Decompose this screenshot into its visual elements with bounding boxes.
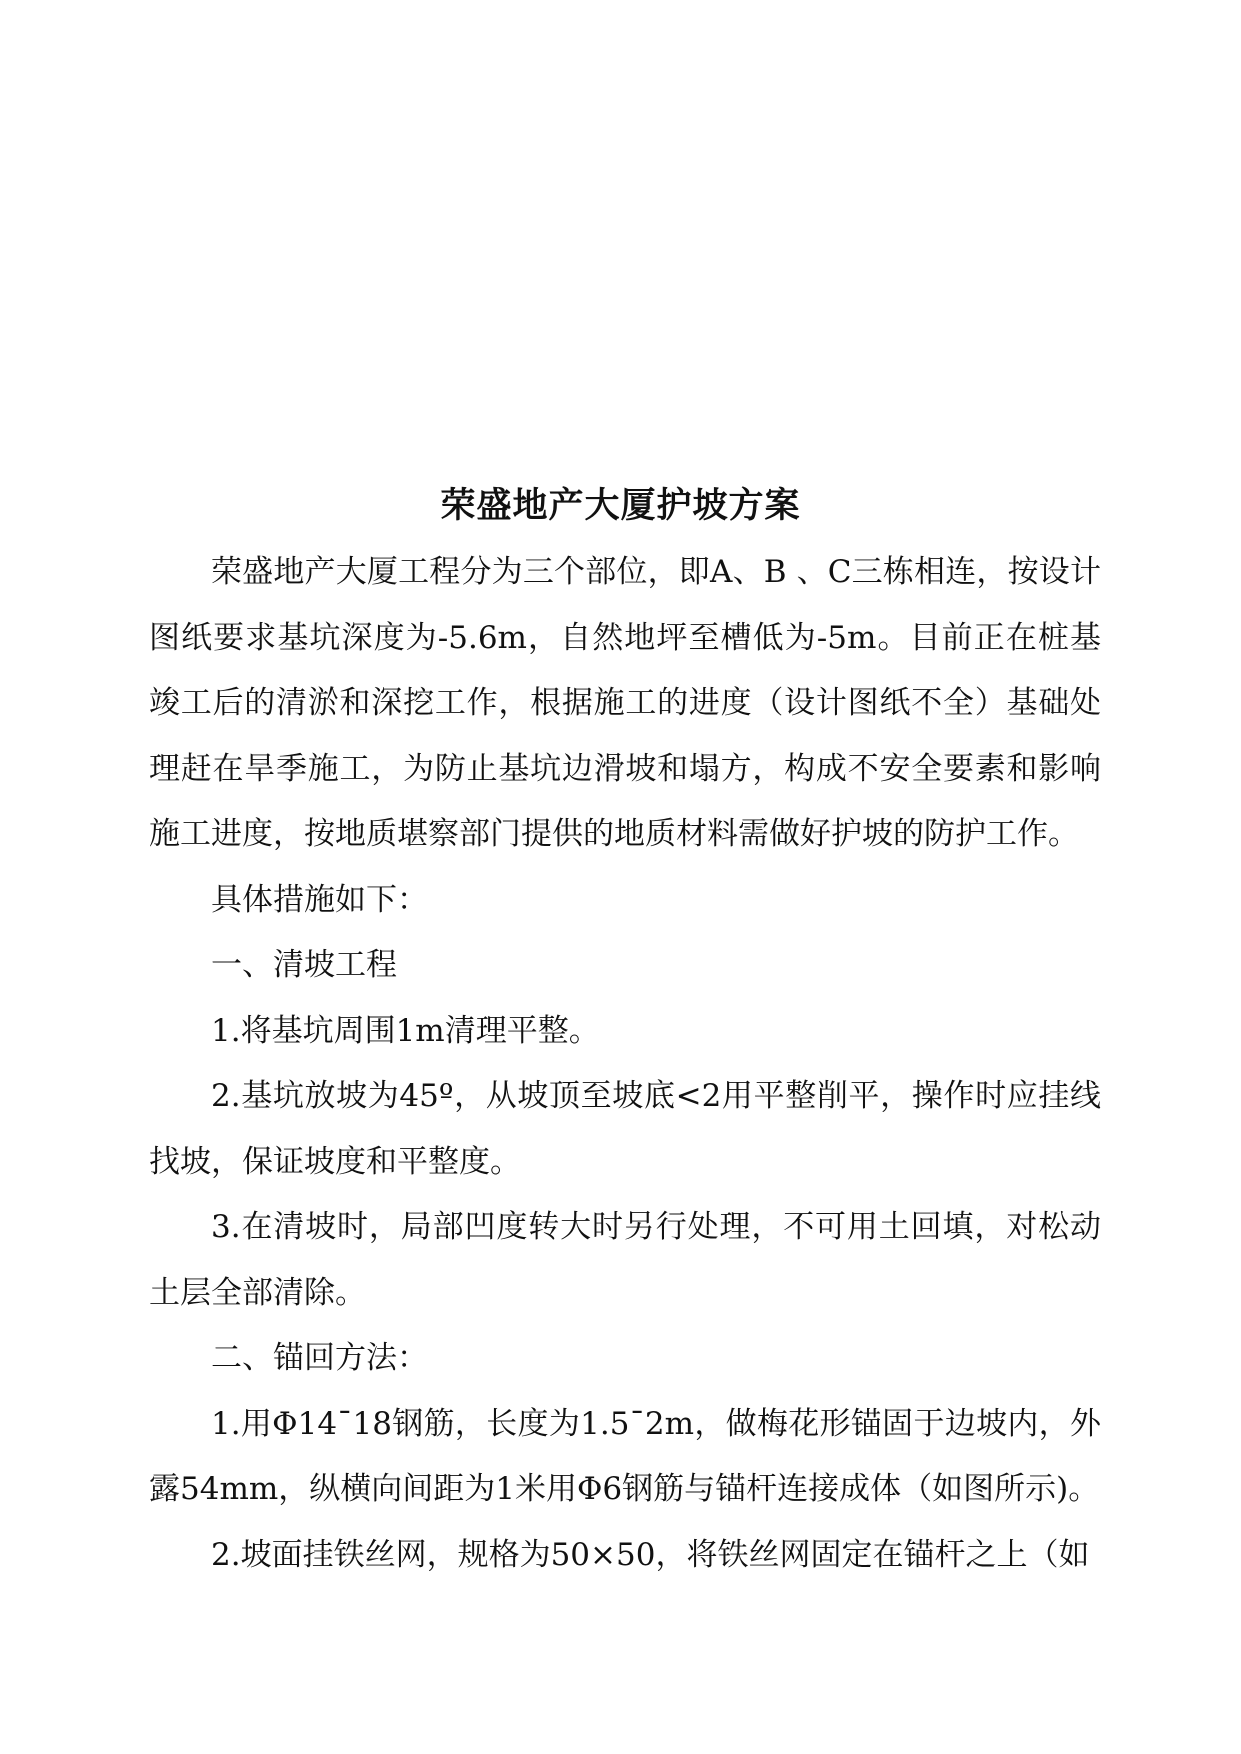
paragraph-intro: 荣盛地产大厦工程分为三个部位，即A、B 、C三栋相连，按设计图纸要求基坑深度为-5.6m，自然地坪至槽低为-5m。目前正在桩基竣工后的清淤和深挖工作，根据施工的进度（设计图纸不全）基础处理赶在旱季施工，为防止基坑边滑坡和塌方，构成不安全要素和影响施工进度，按地质堪察部门提供的地质材料需做好护坡的防护工作。: [149, 554, 1101, 852]
list-item: 2.基坑放坡为45º，从坡顶至坡底<2用平整削平，操作时应挂线找坡，保证坡度和平整度。: [149, 1078, 1101, 1180]
document-title: 荣盛地产大厦护坡方案: [440, 486, 801, 526]
list-item: 1.用Φ14¯18钢筋，长度为1.5¯2m，做梅花形锚固于边坡内，外露54mm，纵横向间距为1米用Φ6钢筋与锚杆连接成体（如图所示)。: [149, 1405, 1101, 1507]
paragraph-measures-heading: 具体措施如下：: [211, 881, 428, 918]
section-heading-slope-clearing: 一、清坡工程: [211, 947, 397, 983]
list-item: 2.坡面挂铁丝网，规格为50×50，将铁丝网固定在锚杆之上（如: [211, 1536, 1090, 1573]
section-heading-anchoring-method: 二、锚回方法：: [211, 1340, 428, 1376]
document-body: [149, 540, 1101, 1588]
list-item: 3.在清坡时，局部凹度转大时另行处理，不可用土回填，对松动土层全部清除。: [149, 1209, 1101, 1311]
list-item: 1.将基坑周围1m清理平整。: [211, 1012, 600, 1049]
